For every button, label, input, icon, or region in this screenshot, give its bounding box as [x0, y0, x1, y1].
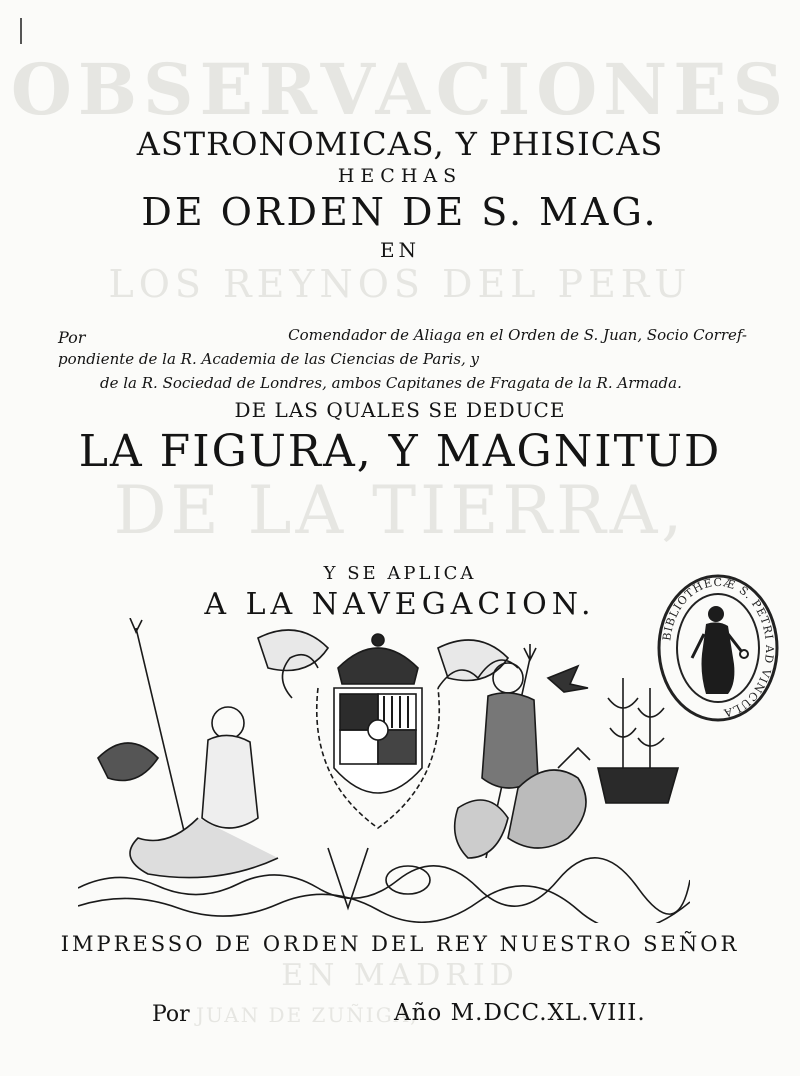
margin-mark	[20, 18, 22, 44]
subtitle-hechas: HECHAS	[337, 165, 463, 187]
saint-figure-icon	[692, 606, 748, 694]
main-title: OBSERVACIONES	[10, 48, 790, 131]
tierra-line: DE LA TIERRA,	[113, 472, 687, 549]
subtitle-orden: DE ORDEN DE S. MAG.	[141, 190, 659, 234]
subtitle-en: EN	[379, 238, 421, 262]
author-line-1: Comendador de Aliaga en el Orden de S. Juan, Socio Corref-	[288, 326, 747, 344]
imprint-line: IMPRESSO DE ORDEN DEL REY NUESTRO SEÑOR	[60, 932, 740, 956]
place-line: EN MADRID	[281, 958, 519, 993]
printer-name: JUAN DE ZUÑIGA,	[196, 1003, 419, 1027]
allegorical-engraving-icon	[78, 618, 690, 923]
deduce-line: DE LAS QUALES SE DEDUCE	[234, 398, 566, 422]
subtitle-reynos: LOS REYNOS DEL PERU	[108, 262, 692, 306]
author-line-2: pondiente de la R. Academia de las Ciencias de Paris, y	[58, 350, 480, 368]
svg-text:BIBLIOTHECÆ S. PETRI AD VINCUL: BIBLIOTHECÆ S. PETRI AD VINCULA	[660, 575, 777, 720]
figura-line: LA FIGURA, Y MAGNITUD	[78, 426, 722, 477]
year-line: Año M.DCC.XL.VIII.	[394, 1000, 646, 1026]
subtitle-astronomicas: ASTRONOMICAS, Y PHISICAS	[136, 125, 664, 163]
aplica-line: Y SE APLICA	[323, 563, 477, 584]
printer-por: Por	[152, 1002, 190, 1027]
author-line-3: de la R. Sociedad de Londres, ambos Capitanes de Fragata de la R. Armada.	[100, 374, 682, 392]
author-por: Por	[58, 328, 86, 347]
navegacion-line: A LA NAVEGACION.	[204, 587, 596, 622]
